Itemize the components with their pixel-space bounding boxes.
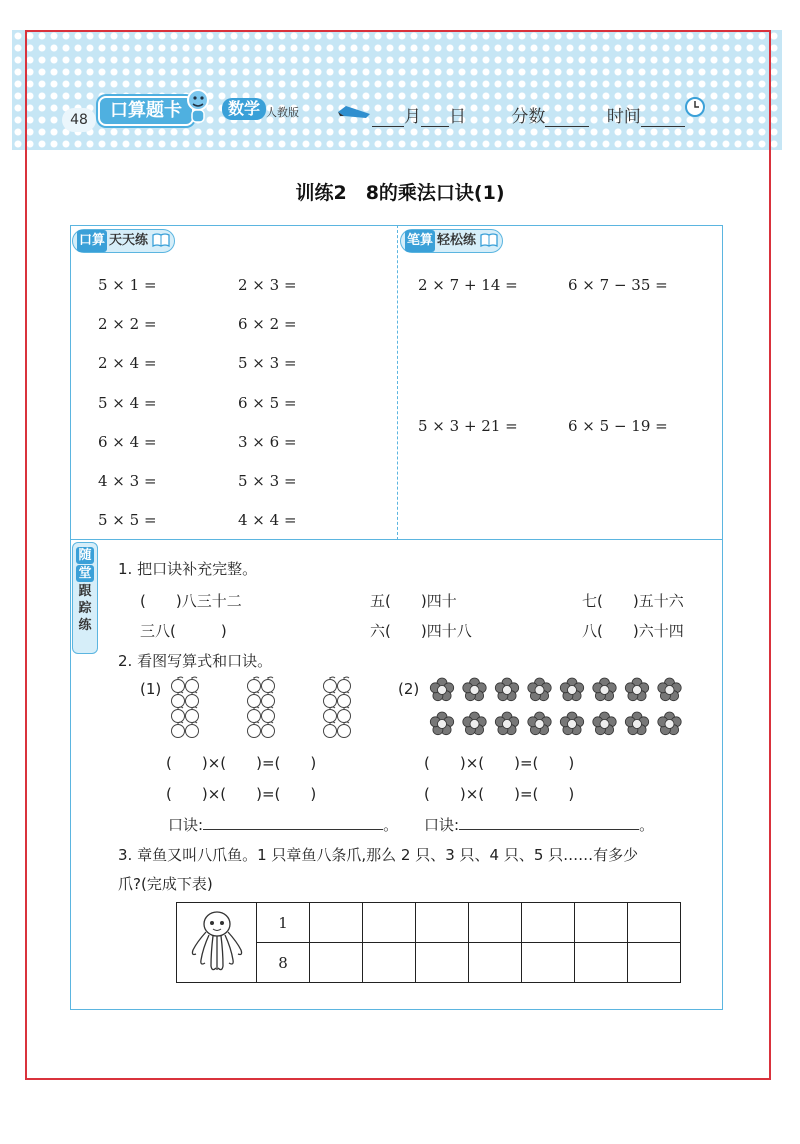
flower-icon (528, 712, 551, 735)
flower-row-1 (430, 678, 681, 701)
rhyme-blank-3[interactable]: 七( )五十六 (582, 592, 684, 610)
written-problem-4: 6 × 5 − 19 = (568, 417, 668, 435)
flower-icon (593, 712, 616, 735)
clock-icon (684, 96, 706, 118)
flower-icon (430, 712, 453, 735)
rhyme-period: 。 (383, 816, 399, 834)
question-3-line-2: 爪?(完成下表) (118, 875, 213, 893)
oral-problem: 6 × 5 = (238, 393, 297, 412)
page-number: 48 (62, 108, 96, 132)
table-row (177, 903, 681, 943)
date-score-line (372, 102, 685, 127)
rhyme-blank-1[interactable]: ( )八三十二 (140, 592, 242, 610)
follow-tag-char: 踪 (78, 601, 92, 616)
follow-section-tag (72, 542, 98, 654)
oral-problem: 3 × 6 = (238, 432, 297, 451)
table-cell[interactable] (416, 943, 469, 983)
oral-problem: 6 × 2 = (238, 315, 297, 334)
oral-problem: 5 × 4 = (98, 393, 157, 412)
rhyme-blank-5[interactable]: 六( )四十八 (370, 622, 472, 640)
question-3-line-1: 3. 章鱼又叫八爪鱼。1 只章鱼八条爪,那么 2 只、3 只、4 只、5 只……有多少 (118, 846, 639, 864)
flower-icon (625, 712, 648, 735)
apple-group-1 (172, 677, 199, 738)
written-problem-1: 2 × 7 + 14 = (418, 276, 518, 294)
octopus-cell (177, 903, 257, 983)
brand-logo: 口算题卡 (98, 96, 194, 126)
written-problem-3: 5 × 3 + 21 = (418, 417, 518, 435)
day-blank[interactable] (421, 109, 449, 127)
book-icon (152, 232, 170, 248)
follow-tag-char: 跟 (78, 584, 92, 599)
oral-tag-highlight: 口算 (77, 230, 107, 252)
apple-groups-image (168, 676, 398, 742)
oral-tag-text: 天天练 (109, 233, 149, 248)
time-label: 时间 (606, 107, 641, 127)
flower-icon (528, 678, 551, 701)
apple-group-3 (324, 677, 351, 738)
flower-icon (560, 712, 583, 735)
rhyme-label: 口诀: (424, 816, 460, 834)
oral-problem: 5 × 5 = (98, 511, 157, 530)
score-label: 分数 (511, 107, 546, 127)
flower-icon (463, 678, 486, 701)
month-label: 月 (404, 107, 421, 127)
follow-tag-char: 随 (76, 547, 94, 564)
picture-2-label: (2) (398, 680, 420, 698)
table-cell[interactable] (310, 943, 363, 983)
octopus-table (176, 902, 681, 983)
written-problem-2: 6 × 7 − 35 = (568, 276, 668, 294)
subject-badge: 数学 (222, 98, 266, 120)
written-tag-text: 轻松练 (437, 233, 477, 248)
oral-problem: 5 × 3 = (238, 472, 297, 490)
oral-problem: 6 × 4 = (98, 432, 157, 451)
day-label: 日 (449, 107, 466, 127)
book-icon (480, 232, 498, 248)
flower-icon (658, 678, 681, 701)
question-1-title: 1. 把口诀补充完整。 (118, 560, 258, 578)
oral-problem: 2 × 4 = (98, 354, 157, 373)
table-cell: 8 (257, 943, 310, 983)
oral-problem: 5 × 3 = (238, 354, 297, 373)
rhyme-answer-1 (168, 814, 398, 835)
table-cell: 1 (257, 903, 310, 943)
table-cell[interactable] (522, 903, 575, 943)
flower-row-2 (430, 712, 681, 735)
time-blank[interactable] (641, 109, 685, 127)
pencil-icon (336, 104, 372, 120)
rhyme-blank-4[interactable]: 三八( ) (140, 622, 227, 640)
table-cell[interactable] (416, 903, 469, 943)
flower-icon (430, 678, 453, 701)
score-blank[interactable] (545, 109, 589, 127)
rhyme-period: 。 (639, 816, 655, 834)
table-cell[interactable] (575, 903, 628, 943)
rhyme-label: 口诀: (168, 816, 204, 834)
follow-tag-char: 练 (78, 618, 92, 633)
oral-problem: 2 × 2 = (98, 315, 157, 334)
mascot-icon (180, 86, 216, 126)
oral-problem: 5 × 1 = (98, 276, 157, 294)
table-cell[interactable] (628, 943, 681, 983)
table-cell[interactable] (363, 903, 416, 943)
formula-2a[interactable]: ( )×( )=( ) (424, 754, 575, 772)
rhyme-input-2[interactable] (459, 814, 639, 830)
table-cell[interactable] (575, 943, 628, 983)
flower-icon (658, 712, 681, 735)
table-cell[interactable] (310, 903, 363, 943)
table-cell[interactable] (628, 903, 681, 943)
table-cell[interactable] (469, 943, 522, 983)
oral-problem: 4 × 3 = (98, 472, 157, 490)
written-tag-highlight: 笔算 (405, 230, 435, 252)
section-divider-horizontal (70, 539, 723, 540)
formula-1a[interactable]: ( )×( )=( ) (166, 754, 317, 772)
rhyme-answer-2 (424, 814, 654, 835)
oral-problem: 2 × 3 = (238, 276, 297, 294)
picture-1-label: (1) (140, 680, 162, 698)
page-title: 训练2 8的乘法口诀(1) (295, 182, 505, 204)
apple-group-2 (248, 677, 275, 738)
table-cell[interactable] (469, 903, 522, 943)
flower-icon (495, 678, 518, 701)
table-cell[interactable] (522, 943, 575, 983)
follow-tag-char: 堂 (76, 565, 94, 582)
rhyme-blank-2[interactable]: 五( )四十 (370, 592, 457, 610)
oral-section-tag (72, 229, 175, 253)
flower-icon (560, 678, 583, 701)
flower-icon (625, 678, 648, 701)
flower-rows-image (426, 674, 688, 742)
month-blank[interactable] (372, 109, 404, 127)
oral-problem: 4 × 4 = (238, 511, 297, 530)
flower-icon (593, 678, 616, 701)
section-divider-vertical (397, 225, 398, 540)
rhyme-input-1[interactable] (203, 814, 383, 830)
flower-icon (463, 712, 486, 735)
written-section-tag (400, 229, 503, 253)
edition-label: 人教版 (266, 106, 299, 119)
formula-1b[interactable]: ( )×( )=( ) (166, 785, 317, 803)
flower-icon (495, 712, 518, 735)
table-cell[interactable] (363, 943, 416, 983)
question-2-title: 2. 看图写算式和口诀。 (118, 652, 273, 670)
rhyme-blank-6[interactable]: 八( )六十四 (582, 622, 684, 640)
octopus-icon (189, 908, 245, 974)
formula-2b[interactable]: ( )×( )=( ) (424, 785, 575, 803)
